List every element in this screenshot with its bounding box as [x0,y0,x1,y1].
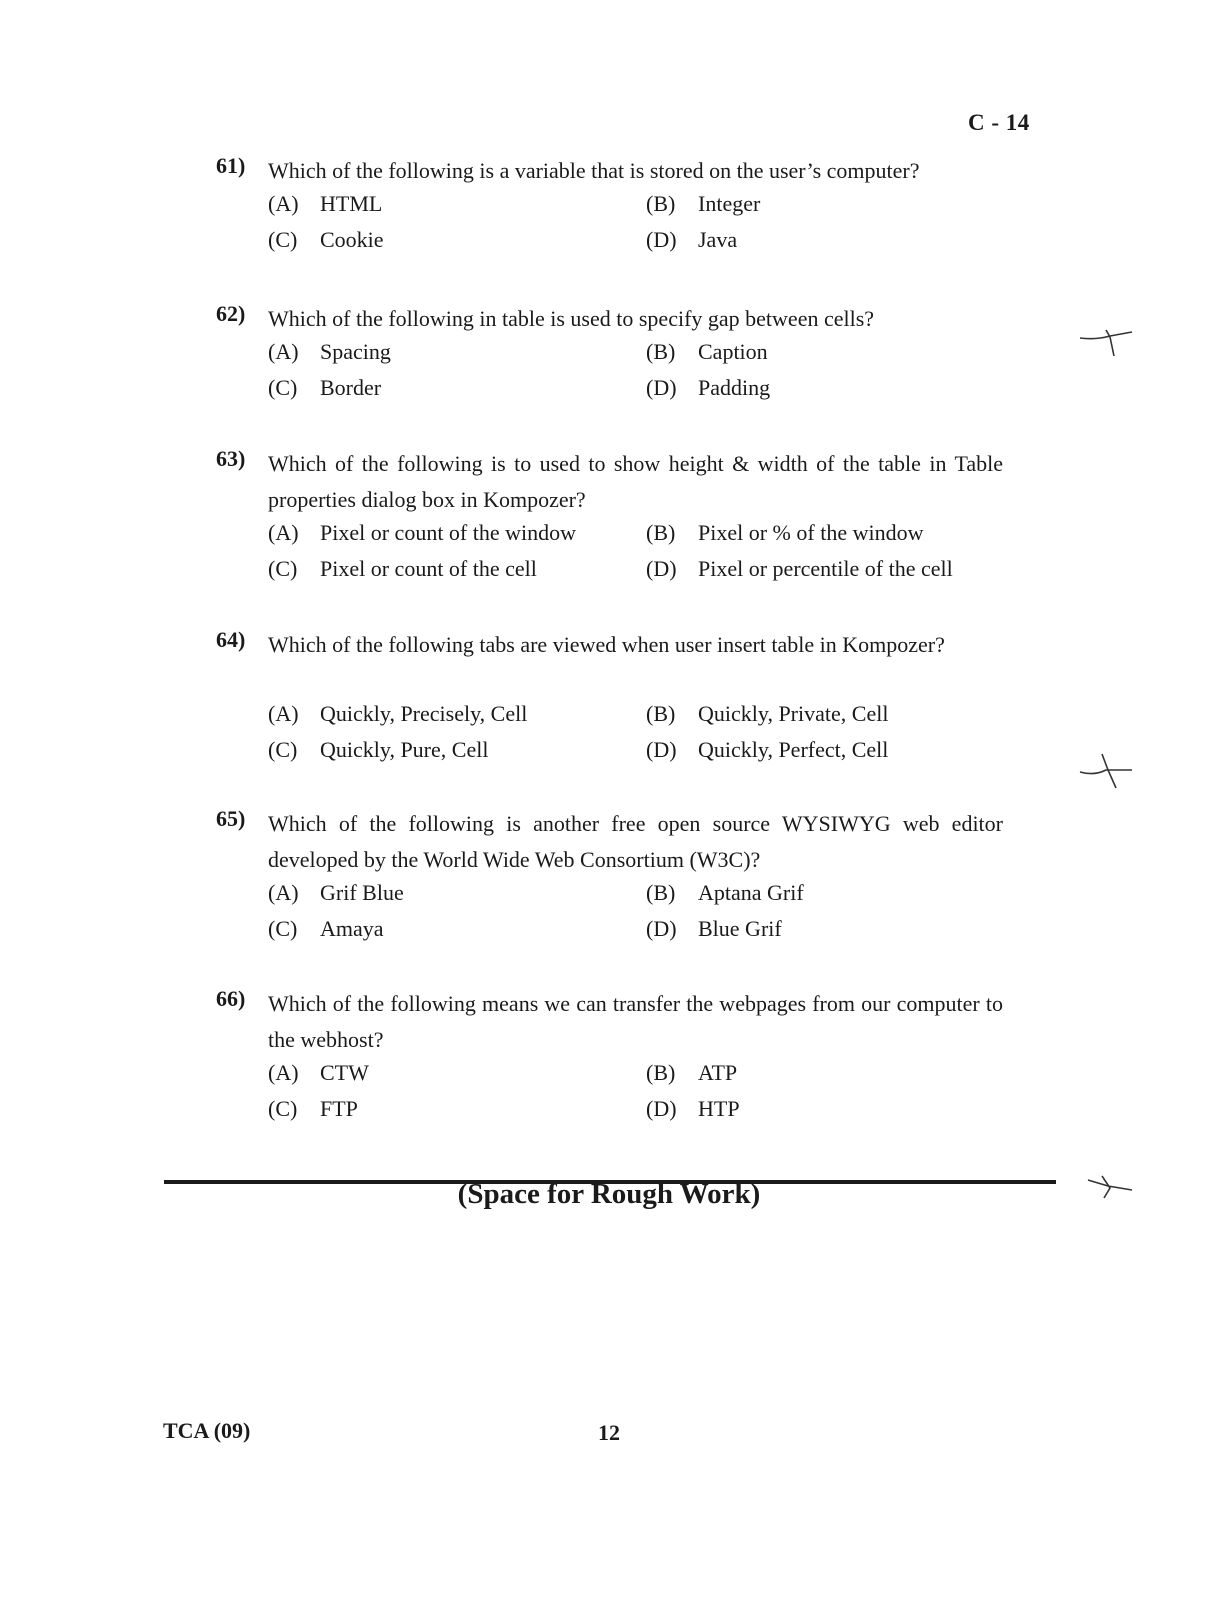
option-label: (B) [646,520,676,545]
option-label: (C) [268,916,298,941]
option-a [268,701,527,727]
option-label: (A) [268,339,299,364]
option-text: ATP [698,1060,738,1085]
question-number: 63) [216,446,246,471]
question-text: Which of the following is to used to show height & width of the table in Table properties dialog box in Kompozer? [268,451,1003,512]
option-c [268,227,384,253]
question-text: Which of the following tabs are viewed when user insert table in Kompozer? [268,632,945,657]
margin-tick-mark [1086,1168,1140,1204]
footer-paper-code: TCA (09) [163,1418,251,1443]
option-text: Quickly, Precisely, Cell [320,701,528,726]
option-label: (A) [268,880,299,905]
option-label: (A) [268,701,299,726]
option-text: Padding [698,375,771,400]
option-c [268,556,537,582]
question-text: Which of the following is another free open source WYSIWYG web editor developed by the World Wide Web Consortium (W3C)? [268,811,1003,872]
option-c [268,737,488,763]
option-d [646,1096,740,1122]
question-text: Which of the following in table is used to specify gap between cells? [268,306,875,331]
option-text: Integer [698,191,761,216]
option-b [646,701,888,727]
option-d [646,556,953,582]
option-b [646,880,804,906]
option-label: (D) [646,227,677,252]
option-label: (C) [268,556,298,581]
option-label: (D) [646,1096,677,1121]
paper-code: C - 14 [968,110,1030,135]
option-label: (B) [646,880,676,905]
option-c [268,375,381,401]
option-text: CTW [320,1060,369,1085]
option-text: Spacing [320,339,391,364]
option-a [268,520,576,546]
option-b [646,191,760,217]
question-number: 66) [216,986,246,1011]
option-label: (C) [268,375,298,400]
rough-work-heading: (Space for Rough Work) [457,1178,761,1210]
option-text: Quickly, Perfect, Cell [698,737,889,762]
option-a [268,191,382,217]
option-text: Pixel or count of the cell [320,556,537,581]
option-text: Pixel or % of the window [698,520,924,545]
option-c [268,1096,358,1122]
question-number: 65) [216,806,246,831]
option-b [646,339,768,365]
option-d [646,737,888,763]
option-label: (D) [646,737,677,762]
option-text: Pixel or percentile of the cell [698,556,953,581]
option-text: Aptana Grif [698,880,804,905]
option-text: Grif Blue [320,880,404,905]
option-d [646,916,782,942]
option-a [268,339,391,365]
option-text: Border [320,375,382,400]
option-label: (C) [268,1096,298,1121]
question-number: 64) [216,627,246,652]
option-d [646,375,770,401]
option-text: HTP [698,1096,740,1121]
option-label: (B) [646,339,676,364]
option-label: (B) [646,701,676,726]
option-label: (B) [646,1060,676,1085]
option-text: Blue Grif [698,916,782,941]
option-text: HTML [320,191,383,216]
question-text: Which of the following means we can transfer the webpages from our computer to the webhost? [268,991,1003,1052]
option-a [268,1060,369,1086]
option-b [646,1060,737,1086]
option-label: (B) [646,191,676,216]
option-a [268,880,404,906]
option-label: (A) [268,191,299,216]
question-number: 61) [216,153,246,178]
option-text: Pixel or count of the window [320,520,577,545]
question-text: Which of the following is a variable that is stored on the user’s computer? [268,158,920,183]
option-text: Caption [698,339,768,364]
option-label: (D) [646,556,677,581]
option-label: (A) [268,1060,299,1085]
option-label: (D) [646,375,677,400]
margin-tick-mark [1076,748,1136,792]
option-b [646,520,923,546]
question-number: 62) [216,301,246,326]
option-text: FTP [320,1096,358,1121]
option-d [646,227,737,253]
option-text: Quickly, Private, Cell [698,701,889,726]
option-text: Cookie [320,227,384,252]
option-label: (C) [268,227,298,252]
option-text: Amaya [320,916,384,941]
page-number: 12 [598,1420,620,1445]
margin-tick-mark [1076,318,1136,362]
option-label: (D) [646,916,677,941]
option-text: Java [698,227,738,252]
option-text: Quickly, Pure, Cell [320,737,489,762]
option-label: (C) [268,737,298,762]
option-c [268,916,384,942]
option-label: (A) [268,520,299,545]
